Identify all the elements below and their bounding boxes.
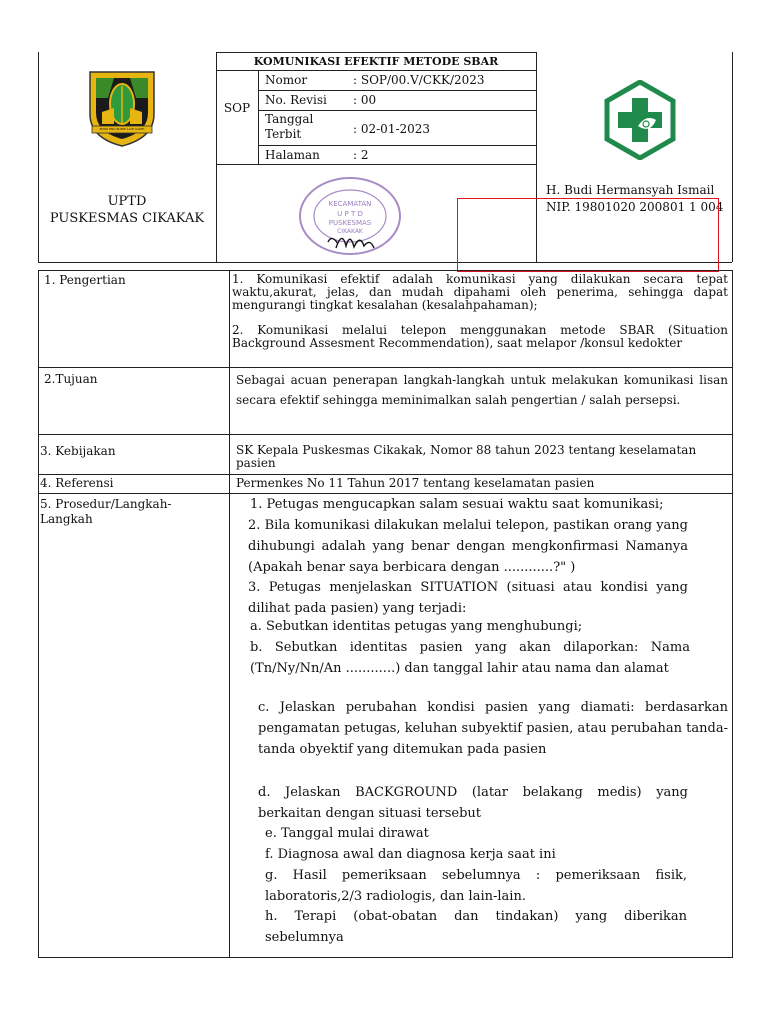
document-title: KOMUNIKASI EFEKTIF METODE SBAR: [253, 55, 499, 68]
fields-bottom-line: [216, 164, 536, 165]
field-label-tanggal: Tanggal Terbit: [265, 112, 314, 141]
sop-label: SOP: [223, 101, 251, 115]
org-name: [38, 193, 216, 227]
field-label-revisi: No. Revisi: [265, 93, 327, 107]
official-stamp: [288, 172, 408, 266]
field-line-2: [258, 110, 536, 111]
header-divider-1: [216, 52, 217, 262]
label-kebijakan: 3. Kebijakan: [40, 444, 116, 458]
body-col-divider: [229, 270, 230, 958]
header-border-left: [38, 52, 39, 262]
tujuan-text: Sebagai acuan penerapan langkah-langkah untuk melakukan komunikasi lisan secara efektif sehingga meminimalkan salah pengertian / salah persepsi.: [236, 373, 728, 407]
prosedur-step-d: d. Jelaskan BACKGROUND (latar belakang medis) yang berkaitan dengan situasi tersebut: [258, 785, 688, 821]
crest-motto: BOKO ENG BUDHI LAIH GANTI: [99, 127, 145, 131]
prosedur-step-e: e. Tanggal mulai dirawat: [265, 826, 429, 841]
pengertian-item-2: 2. Komunikasi melalui telepon menggunakan metode SBAR (Situation Background Assesment Recommendation), saat melapor /konsul kedokter: [232, 323, 728, 350]
title-underline: [216, 70, 536, 71]
field-value-tanggal: : 02-01-2023: [353, 122, 431, 136]
body-border-left: [38, 270, 39, 958]
kebijakan-text: SK Kepala Puskesmas Cikakak, Nomor 88 tahun 2023 tentang keselamatan pasien: [236, 443, 697, 470]
red-annotation-box: [457, 198, 719, 272]
referensi-text: Permenkes No 11 Tahun 2017 tentang keselamatan pasien: [236, 476, 595, 490]
body-border-right: [732, 270, 733, 958]
org-line-1: UPTD: [107, 194, 147, 209]
label-tujuan: 2.Tujuan: [44, 372, 98, 386]
svg-text:U P T D: U P T D: [337, 210, 363, 218]
field-label-halaman: Halaman: [265, 148, 320, 162]
header-border-right: [732, 52, 733, 262]
prosedur-step-2: 2. Bila komunikasi dilakukan melalui telepon, pastikan orang yang dihubungi adalah yang benar dengan mengkonfirmasi Namanya (Apakah benar saya berbicara dengan ............?" ): [248, 518, 688, 575]
row-line-1: [38, 367, 732, 368]
row-line-3: [38, 474, 732, 475]
prosedur-step-1: 1. Petugas mengucapkan salam sesuai waktu saat komunikasi;: [250, 497, 664, 512]
body-top-line: [38, 270, 732, 271]
label-referensi: 4. Referensi: [40, 476, 114, 490]
org-line-2: PUSKESMAS CIKAKAK: [49, 211, 205, 226]
prosedur-step-b: b. Sebutkan identitas pasien yang akan dilaporkan: Nama (Tn/Ny/Nn/An ............) dan tanggal lahir atau nama dan alamat: [250, 640, 690, 676]
signer-name: H. Budi Hermansyah Ismail: [546, 183, 715, 197]
field-value-nomor: : SOP/00.V/CKK/2023: [353, 73, 485, 87]
field-line-3: [258, 145, 536, 146]
svg-text:CIKAKAK: CIKAKAK: [337, 228, 363, 235]
field-line-1: [258, 90, 536, 91]
regency-crest-logo: [86, 68, 158, 152]
row-line-2: [38, 434, 732, 435]
svg-text:KECAMATAN: KECAMATAN: [328, 200, 372, 208]
sop-col-divider: [258, 70, 259, 164]
field-value-halaman: : 2: [353, 148, 369, 162]
prosedur-step-f: f. Diagnosa awal dan diagnosa kerja saat ini: [265, 847, 556, 862]
label-prosedur: 5. Prosedur/Langkah-Langkah: [40, 497, 172, 526]
prosedur-step-c: c. Jelaskan perubahan kondisi pasien yang diamati: berdasarkan pengamatan petugas, keluhan subyektif pasien, atau perubahan tanda-tanda obyektif yang ditemukan pada pasien: [258, 700, 728, 757]
header-top-line: [216, 52, 536, 53]
signer-nip: NIP. 19801020 200801 1 004: [546, 200, 724, 214]
label-pengertian: 1. Pengertian: [44, 273, 126, 287]
prosedur-step-h: h. Terapi (obat-obatan dan tindakan) yang diberikan sebelumnya: [265, 909, 687, 945]
pengertian-item-1: 1. Komunikasi efektif adalah komunikasi yang dilakukan secara tepat waktu,akurat, jelas, dan mudah dipahami oleh penerima, sehingga dapat mengurangi tingkat kesalahan (kesalahpahaman);: [232, 272, 728, 312]
prosedur-step-a: a. Sebutkan identitas petugas yang menghubungi;: [250, 619, 583, 634]
stamp-text: [290, 250, 410, 251]
field-value-revisi: : 00: [353, 93, 377, 107]
field-label-nomor: Nomor: [265, 73, 308, 87]
health-ministry-logo: [600, 80, 680, 164]
body-bottom-line: [38, 957, 732, 958]
prosedur-step-3: 3. Petugas menjelaskan SITUATION (situasi atau kondisi yang dilihat pada pasien) yang terjadi:: [248, 580, 688, 616]
prosedur-step-g: g. Hasil pemeriksaan sebelumnya : pemeriksaan fisik, laboratoris,2/3 radiologis, dan lain-lain.: [265, 868, 687, 904]
svg-text:PUSKESMAS: PUSKESMAS: [328, 219, 372, 227]
